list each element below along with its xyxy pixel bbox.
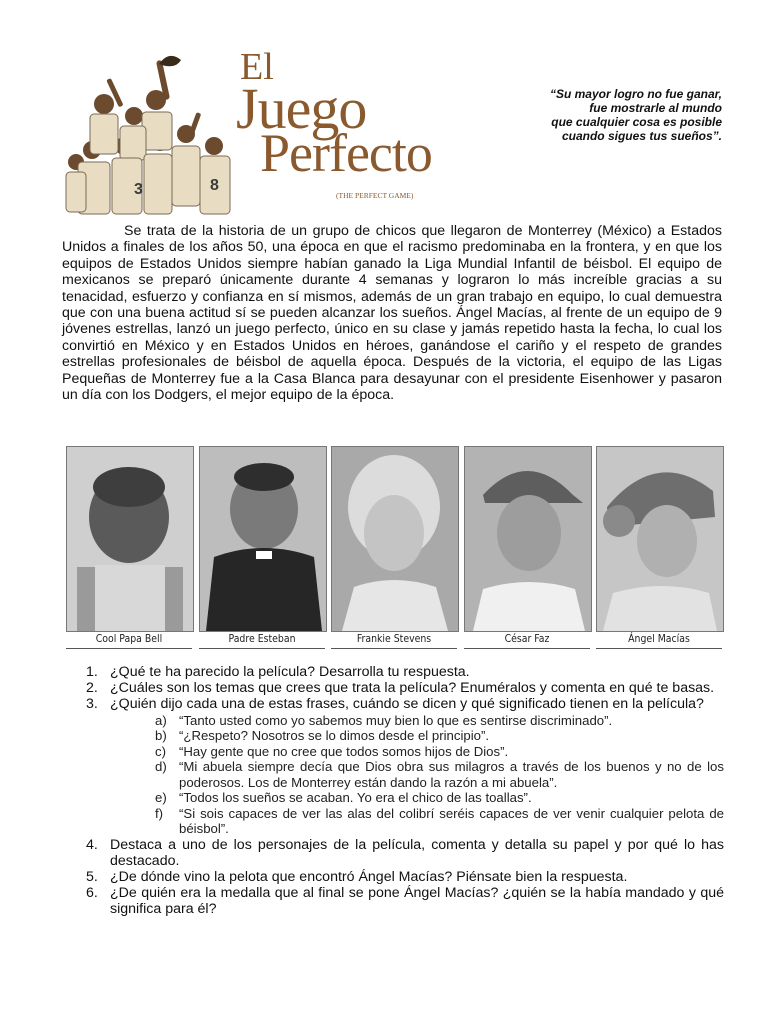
question-item bbox=[86, 885, 724, 918]
poster-title-juego: Juego bbox=[236, 76, 367, 141]
portrait-padre-esteban bbox=[199, 446, 325, 651]
sub-item bbox=[155, 712, 724, 729]
question-item bbox=[86, 836, 724, 869]
portrait-caption: Frankie Stevens bbox=[356, 632, 432, 645]
quote-line: fue mostrarle al mundo bbox=[589, 101, 722, 115]
portrait-cool-papa-bell bbox=[66, 446, 192, 651]
question-number: 5. bbox=[86, 869, 98, 886]
question-number: 3. bbox=[86, 696, 98, 713]
sub-item bbox=[155, 743, 724, 760]
portrait-caption: Ángel Macías bbox=[628, 632, 690, 645]
quote-sublist bbox=[110, 713, 724, 837]
question-text: Destaca a uno de los personajes de la película, comenta y detalla su papel y por qué lo has destacado. bbox=[110, 836, 724, 869]
movie-quote bbox=[492, 87, 722, 143]
poster-subtitle: (THE PERFECT GAME) bbox=[336, 191, 414, 200]
portrait-caption: Padre Esteban bbox=[228, 632, 296, 645]
caption-rule bbox=[199, 648, 325, 649]
question-text: ¿De dónde vino la pelota que encontró Ángel Macías? Piénsate bien la respuesta. bbox=[110, 869, 628, 886]
caption-rule bbox=[464, 648, 590, 649]
portrait-photo bbox=[331, 446, 459, 632]
sub-letter: d) bbox=[155, 759, 167, 775]
quote-line: que cualquier cosa es posible bbox=[551, 115, 722, 129]
question-item bbox=[86, 680, 724, 697]
sub-letter: a) bbox=[155, 712, 167, 728]
sub-item bbox=[155, 805, 724, 837]
portrait-cesar-faz bbox=[464, 446, 590, 651]
question-text: ¿De quién era la medalla que al final se pone Ángel Macías? ¿quién se la había mandado y qué significa para él? bbox=[110, 885, 724, 918]
question-number: 1. bbox=[86, 664, 98, 680]
sub-item bbox=[155, 759, 724, 790]
sub-letter: c) bbox=[155, 743, 166, 759]
character-portraits bbox=[66, 446, 722, 651]
portrait-frankie-stevens bbox=[331, 446, 457, 651]
question-list bbox=[86, 664, 724, 918]
portrait-caption: César Faz bbox=[504, 632, 550, 645]
portrait-caption: Cool Papa Bell bbox=[95, 632, 163, 645]
sub-item bbox=[155, 728, 724, 744]
question-number: 2. bbox=[86, 680, 98, 697]
sub-letter: e) bbox=[155, 790, 167, 806]
poster-title-perfecto: Perfecto bbox=[260, 123, 432, 183]
jersey-number: 8 bbox=[210, 177, 219, 194]
question-text: ¿Cuáles son los temas que crees que trata la película? Enuméralos y comenta en qué te basas. bbox=[110, 680, 715, 697]
intro-paragraph: Se trata de la historia de un grupo de chicos que llegaron de Monterrey (México) a Estados Unidos a finales de los años 50, una época en que el racismo predominaba en la frontera, y en que los equipos de Estados Unidos siempre habían ganado la Liga Mundial Infantil de béisbol. El equipo de mexicanos se preparó únicamente durante 4 semanas y lograron lo más increíble gracias a su tenacidad, esfuerzo y confianza en sí mismos, además de un gran trabajo en equipo, lo cual demuestra que con una buena actitud sí se pueden alcanzar los sueños. Ángel Macías, al frente de un equipo de 9 jóvenes estrellas, lanzó un juego perfecto, único en su clase y jamás repetido hasta la fecha, lo cual los convirtió en México y en Estados Unidos en héroes, ganándose el cariño y el respeto de grandes estrellas profesionales de béisbol de aquella época. Después de la victoria, el equipo de las Ligas Pequeñas de Monterrey fue a la Casa Blanca para desayunar con el presidente Eisenhower y pasaron un día con los Dodgers, el mejor equipo de la época. bbox=[62, 223, 722, 404]
question-item bbox=[86, 869, 724, 886]
sub-text: “Todos los sueños se acaban. Yo era el chico de las toallas”. bbox=[179, 790, 532, 806]
movie-poster bbox=[64, 42, 442, 216]
portrait-angel-macias bbox=[596, 446, 722, 651]
quote-line: cuando sigues tus sueños”. bbox=[561, 129, 722, 143]
question-number: 4. bbox=[86, 836, 98, 853]
portrait-photo bbox=[66, 446, 194, 632]
question-number: 6. bbox=[86, 885, 98, 902]
caption-rule bbox=[331, 648, 457, 649]
question-text: ¿Quién dijo cada una de estas frases, cuándo se dicen y qué significado tienen en la película? bbox=[110, 696, 704, 713]
sub-text: “Hay gente que no cree que todos somos hijos de Dios”. bbox=[179, 743, 509, 759]
team-celebration-image bbox=[64, 42, 234, 216]
caption-rule bbox=[596, 648, 722, 649]
question-text: ¿Qué te ha parecido la película? Desarrolla tu respuesta. bbox=[110, 664, 470, 680]
question-item bbox=[86, 664, 724, 680]
portrait-photo bbox=[596, 446, 724, 632]
sub-text: “Si sois capaces de ver las alas del colibrí seréis capaces de ver venir cualquier pelota de béisbol”. bbox=[179, 805, 724, 837]
sub-letter: b) bbox=[155, 728, 167, 744]
quote-line: “Su mayor logro no fue ganar, bbox=[549, 87, 722, 101]
sub-letter: f) bbox=[155, 805, 164, 821]
poster-title-el: El bbox=[240, 46, 274, 88]
caption-rule bbox=[66, 648, 192, 649]
question-item bbox=[86, 696, 724, 837]
portrait-photo bbox=[199, 446, 327, 632]
jersey-number: 3 bbox=[134, 181, 143, 198]
sub-item bbox=[155, 790, 724, 806]
sub-text: “Tanto usted como yo sabemos muy bien lo que es sentirse discriminado”. bbox=[179, 712, 613, 728]
sub-text: “Mi abuela siempre decía que Dios obra sus milagros a través de los buenos y no de los poderosos. Los de Monterrey están dando la razón a mi abuela”. bbox=[179, 759, 724, 790]
portrait-photo bbox=[464, 446, 592, 632]
sub-text: “¿Respeto? Nosotros se lo dimos desde el principio”. bbox=[179, 728, 490, 744]
